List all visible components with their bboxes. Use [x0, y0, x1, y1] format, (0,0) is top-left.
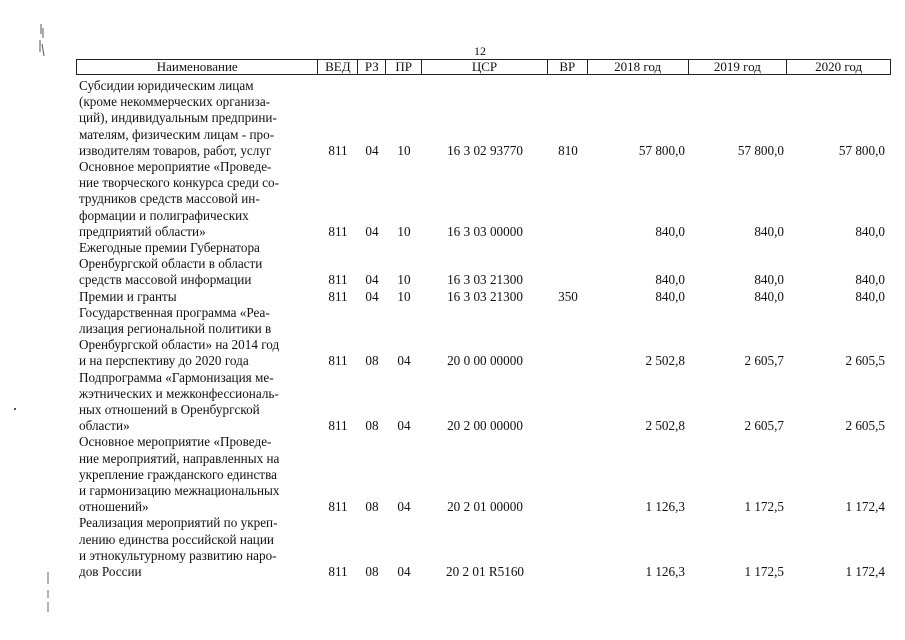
- row-name: [76, 78, 318, 159]
- row-vr: [548, 434, 588, 515]
- row-name-line: и на перспективу до 2020 года: [79, 353, 249, 369]
- row-2018-value: 57 800,0: [638, 142, 685, 158]
- row-rz-value: 08: [365, 564, 379, 580]
- header-2020: 2020 год: [815, 60, 863, 74]
- row-pr: [386, 240, 422, 289]
- row-ved-value: 811: [328, 272, 348, 288]
- row-ved-value: 811: [328, 223, 348, 239]
- row-rz-value: 04: [365, 272, 379, 288]
- row-2019: [689, 434, 788, 515]
- header-ved: ВЕД: [318, 60, 358, 74]
- row-2018: [588, 370, 689, 435]
- row-rz-value: 08: [365, 353, 379, 369]
- row-2020: [788, 370, 891, 435]
- row-2020: [788, 159, 891, 240]
- row-name-line: предприятий области»: [79, 223, 206, 239]
- row-name-line: трудников средств массовой ин-: [79, 191, 260, 207]
- row-2020: [788, 240, 891, 289]
- row-2019: [689, 305, 788, 370]
- row-rz-value: 04: [365, 142, 379, 158]
- row-2020-value: 2 605,5: [845, 418, 885, 434]
- row-name-line: области»: [79, 418, 130, 434]
- row-ved: [318, 434, 358, 515]
- row-2020-value: 840,0: [855, 272, 885, 288]
- row-2018: [588, 305, 689, 370]
- row-rz-value: 08: [365, 499, 379, 515]
- table-row: [76, 370, 891, 435]
- row-2018-value: 1 126,3: [645, 564, 685, 580]
- row-csr-value: 20 2 00 00000: [447, 418, 523, 434]
- row-ved: [318, 515, 358, 580]
- row-rz: [358, 370, 386, 435]
- row-pr-value: 04: [397, 418, 411, 434]
- header-vr: ВР: [548, 60, 588, 74]
- row-pr: [386, 515, 422, 580]
- row-2019: [689, 78, 788, 159]
- row-rz: [358, 305, 386, 370]
- row-rz: [358, 434, 386, 515]
- table-row: [76, 78, 891, 159]
- row-pr: [386, 305, 422, 370]
- row-name: [76, 305, 318, 370]
- row-name-line: ние мероприятий, направленных на: [79, 450, 280, 466]
- row-csr-value: 16 3 02 93770: [447, 142, 523, 158]
- row-2019: [689, 159, 788, 240]
- row-name-line: мателям, физическим лицам - про-: [79, 126, 275, 142]
- row-name-line: и этнокультурному развитию наро-: [79, 547, 277, 563]
- row-2020: [788, 515, 891, 580]
- row-name-line: отношений»: [79, 499, 149, 515]
- row-name: [76, 289, 318, 305]
- row-2019-value: 2 605,7: [744, 353, 784, 369]
- table-row: [76, 240, 891, 289]
- row-name: [76, 370, 318, 435]
- row-ved: [318, 370, 358, 435]
- row-rz-value: 04: [365, 288, 379, 304]
- row-2018-value: 2 502,8: [645, 353, 685, 369]
- row-pr: [386, 434, 422, 515]
- row-name-line: дов России: [79, 564, 142, 580]
- row-rz: [358, 289, 386, 305]
- row-2020: [788, 289, 891, 305]
- row-rz-value: 04: [365, 223, 379, 239]
- row-name-line: изводителям товаров, работ, услуг: [79, 142, 272, 158]
- header-csr: ЦСР: [422, 60, 548, 74]
- row-2019-value: 1 172,5: [744, 499, 784, 515]
- header-2019: 2019 год: [689, 60, 788, 74]
- header-pr: ПР: [386, 60, 422, 74]
- row-csr-value: 20 2 01 00000: [447, 499, 523, 515]
- row-2018: [588, 240, 689, 289]
- row-2018: [588, 434, 689, 515]
- row-rz: [358, 240, 386, 289]
- row-pr: [386, 289, 422, 305]
- row-2018-value: 1 126,3: [645, 499, 685, 515]
- row-2020: [788, 78, 891, 159]
- header-name: Наименование: [77, 60, 318, 74]
- row-2018: [588, 159, 689, 240]
- header-2018: 2018 год: [588, 60, 689, 74]
- row-pr-value: 10: [397, 272, 411, 288]
- row-pr: [386, 370, 422, 435]
- row-2020: [788, 434, 891, 515]
- row-pr: [386, 159, 422, 240]
- row-csr: [422, 434, 548, 515]
- table-row: [76, 434, 891, 515]
- row-ved-value: 811: [328, 418, 348, 434]
- row-name-line: Оренбургской области в области: [79, 256, 263, 272]
- row-name-line: средств массовой информации: [79, 272, 252, 288]
- row-vr: [548, 78, 588, 159]
- row-vr: [548, 305, 588, 370]
- row-pr-value: 10: [397, 142, 411, 158]
- row-2020-value: 2 605,5: [845, 353, 885, 369]
- row-2019-value: 840,0: [754, 272, 784, 288]
- row-csr-value: 20 0 00 00000: [447, 353, 523, 369]
- row-csr: [422, 78, 548, 159]
- row-vr: [548, 515, 588, 580]
- row-2019-value: 840,0: [754, 288, 784, 304]
- row-2020-value: 1 172,4: [845, 564, 885, 580]
- row-rz: [358, 159, 386, 240]
- row-rz: [358, 78, 386, 159]
- table-row: [76, 159, 891, 240]
- row-name-line: Подпрограмма «Гармонизация ме-: [79, 369, 274, 385]
- row-csr: [422, 289, 548, 305]
- row-name: [76, 515, 318, 580]
- row-vr-value: 350: [558, 288, 578, 304]
- row-pr-value: 04: [397, 564, 411, 580]
- row-name-line: формации и полиграфических: [79, 207, 249, 223]
- row-vr: [548, 240, 588, 289]
- row-ved: [318, 305, 358, 370]
- row-pr-value: 04: [397, 353, 411, 369]
- row-name-line: укрепление гражданского единства: [79, 466, 277, 482]
- row-2018: [588, 515, 689, 580]
- margin-line-mark: [46, 572, 50, 612]
- row-vr: [548, 159, 588, 240]
- row-ved-value: 811: [328, 142, 348, 158]
- row-name-line: Премии и гранты: [79, 288, 177, 304]
- row-2018-value: 840,0: [655, 288, 685, 304]
- row-name-line: лизация региональной политики в: [79, 321, 272, 337]
- row-name-line: ных отношений в Оренбургской: [79, 402, 260, 418]
- row-name-line: Оренбургской области» на 2014 год: [79, 337, 280, 353]
- row-ved-value: 811: [328, 499, 348, 515]
- table-body: [76, 78, 891, 580]
- row-ved-value: 811: [328, 288, 348, 304]
- table-row: [76, 305, 891, 370]
- row-2018-value: 840,0: [655, 223, 685, 239]
- row-2020-value: 840,0: [855, 223, 885, 239]
- row-name-line: Реализация мероприятий по укреп-: [79, 515, 278, 531]
- scan-speck: [14, 408, 16, 410]
- row-pr: [386, 78, 422, 159]
- row-ved: [318, 159, 358, 240]
- row-name-line: Государственная программа «Реа-: [79, 304, 270, 320]
- row-ved: [318, 78, 358, 159]
- row-name-line: Основное мероприятие «Проведе-: [79, 434, 272, 450]
- row-csr: [422, 305, 548, 370]
- row-csr: [422, 240, 548, 289]
- row-pr-value: 10: [397, 223, 411, 239]
- row-ved-value: 811: [328, 353, 348, 369]
- row-2020: [788, 305, 891, 370]
- row-vr: [548, 289, 588, 305]
- row-csr: [422, 370, 548, 435]
- row-2019-value: 1 172,5: [744, 564, 784, 580]
- row-name-line: Ежегодные премии Губернатора: [79, 240, 260, 256]
- row-2019-value: 2 605,7: [744, 418, 784, 434]
- row-name: [76, 434, 318, 515]
- row-2020-value: 1 172,4: [845, 499, 885, 515]
- row-name-line: Основное мероприятие «Проведе-: [79, 159, 272, 175]
- row-csr: [422, 159, 548, 240]
- row-csr-value: 20 2 01 R5160: [445, 564, 525, 580]
- row-ved: [318, 289, 358, 305]
- row-2019: [689, 515, 788, 580]
- row-csr-value: 16 3 03 21300: [447, 288, 523, 304]
- row-ved: [318, 240, 358, 289]
- row-name-line: (кроме некоммерческих организа-: [79, 94, 271, 110]
- row-name-line: ций), индивидуальным предприни-: [79, 110, 277, 126]
- row-2020-value: 840,0: [855, 288, 885, 304]
- row-2018-value: 2 502,8: [645, 418, 685, 434]
- row-2018-value: 840,0: [655, 272, 685, 288]
- row-pr-value: 04: [397, 499, 411, 515]
- row-csr: [422, 515, 548, 580]
- margin-bracket-mark: [38, 22, 46, 60]
- row-vr: [548, 370, 588, 435]
- row-2019: [689, 289, 788, 305]
- row-2019: [689, 370, 788, 435]
- row-ved-value: 811: [328, 564, 348, 580]
- row-csr-value: 16 3 03 00000: [447, 223, 523, 239]
- row-name-line: Субсидии юридическим лицам: [79, 78, 254, 93]
- table-row: [76, 289, 891, 305]
- page-number: 12: [474, 44, 486, 58]
- row-2019-value: 840,0: [754, 223, 784, 239]
- row-csr-value: 16 3 03 21300: [447, 272, 523, 288]
- row-rz: [358, 515, 386, 580]
- row-vr-value: 810: [558, 142, 578, 158]
- table-header: [76, 59, 891, 75]
- row-2020-value: 57 800,0: [838, 142, 885, 158]
- table-row: [76, 515, 891, 580]
- row-name-line: жэтнических и межконфессиональ-: [79, 385, 279, 401]
- row-name: [76, 159, 318, 240]
- row-2018: [588, 289, 689, 305]
- header-rz: РЗ: [358, 60, 386, 74]
- row-name-line: и гармонизацию межнациональных: [79, 483, 280, 499]
- row-pr-value: 10: [397, 288, 411, 304]
- row-name: [76, 240, 318, 289]
- row-2019-value: 57 800,0: [737, 142, 784, 158]
- row-2019: [689, 240, 788, 289]
- row-2018: [588, 78, 689, 159]
- row-name-line: лению единства российской нации: [79, 531, 274, 547]
- row-rz-value: 08: [365, 418, 379, 434]
- row-name-line: ние творческого конкурса среди со-: [79, 175, 279, 191]
